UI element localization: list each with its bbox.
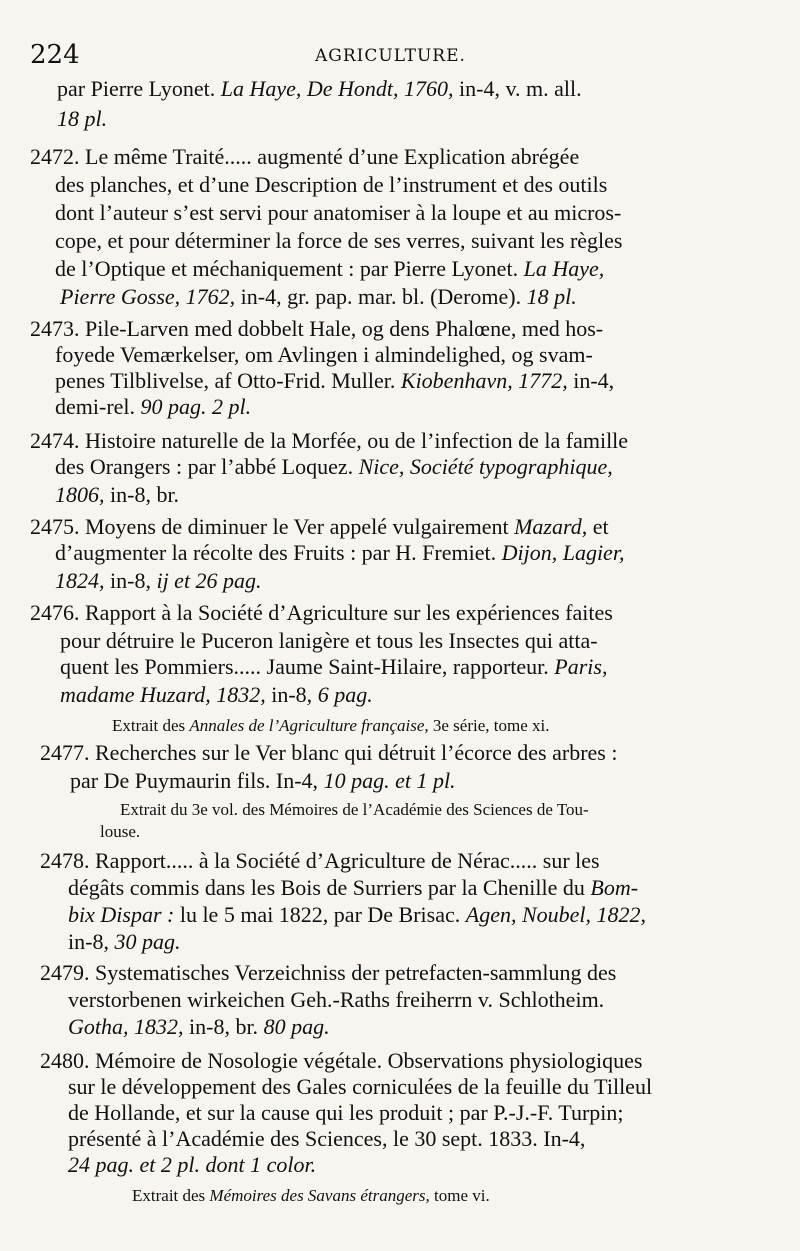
text-line: [55, 542, 624, 564]
text-segment: de Hollande, et sur la cause qui les produit ; par P.-J.-F. Turpin;: [68, 1100, 624, 1125]
text-line: [60, 684, 373, 706]
text-segment: cope, et pour déterminer la force de ses verres, suivant les règles: [55, 228, 623, 253]
text-line: [40, 742, 617, 764]
text-segment: in-4, gr. pap. mar. bl. (Derome).: [235, 284, 527, 309]
italic-segment: 18 pl.: [526, 284, 577, 309]
italic-segment: Gotha, 1832,: [68, 1014, 184, 1039]
italic-segment: 80 pag.: [263, 1014, 330, 1039]
text-segment: 2479. Systematisches Verzeichniss der petrefacten-sammlung des: [40, 960, 617, 985]
italic-segment: 6 pag.: [317, 682, 373, 707]
text-line: [30, 430, 628, 452]
text-line: [68, 904, 646, 926]
italic-segment: Nice, Société typographique,: [358, 454, 613, 479]
italic-segment: 90 pag. 2 pl.: [140, 394, 252, 419]
text-line: [100, 823, 140, 840]
text-segment: in-8,: [265, 682, 318, 707]
text-segment: tome vi.: [429, 1186, 490, 1205]
text-segment: lu le 5 mai 1822, par De Brisac.: [174, 902, 466, 927]
text-segment: in-8,: [68, 929, 115, 954]
text-segment: dont l’auteur s’est servi pour anatomiser à la loupe et au micros-: [55, 200, 622, 225]
italic-segment: Kiobenhavn, 1772,: [400, 368, 568, 393]
text-line: [68, 1076, 652, 1098]
text-segment: des Orangers : par l’abbé Loquez.: [55, 454, 359, 479]
italic-segment: 18 pl.: [57, 106, 108, 131]
text-line: [132, 1187, 490, 1204]
text-segment: 2478. Rapport..... à la Société d’Agriculture de Nérac..... sur les: [40, 848, 600, 873]
page-header: [30, 40, 770, 74]
italic-segment: ij et 26 pag.: [156, 568, 262, 593]
italic-segment: La Haye, De Hondt, 1760,: [220, 76, 454, 101]
text-segment: in-4,: [567, 368, 615, 393]
text-segment: 2475. Moyens de diminuer le Ver appelé vulgairement: [30, 514, 515, 539]
text-segment: foyede Vemærkelser, om Avlingen i almindelighed, og svam-: [55, 342, 593, 367]
text-segment: 3e série, tome xi.: [428, 716, 550, 735]
italic-segment: Mazard,: [514, 514, 588, 539]
text-segment: in-4, v. m. all.: [453, 76, 582, 101]
italic-segment: bix Dispar :: [68, 902, 175, 927]
text-segment: sur le développement des Gales corniculées de la feuille du Tilleul: [68, 1074, 653, 1099]
text-segment: présenté à l’Académie des Sciences, le 30 sept. 1833. In-4,: [68, 1126, 586, 1151]
text-segment: 2476. Rapport à la Société d’Agriculture sur les expériences faites: [30, 600, 613, 625]
text-segment: de l’Optique et méchaniquement : par Pierre Lyonet.: [55, 256, 524, 281]
text-segment: Extrait des: [112, 716, 190, 735]
text-line: [55, 370, 614, 392]
italic-segment: 1806,: [55, 482, 105, 507]
text-line: [120, 801, 589, 818]
text-line: [60, 656, 607, 678]
text-line: [57, 108, 107, 130]
text-line: [68, 1154, 316, 1176]
text-line: [55, 484, 179, 506]
text-line: [30, 516, 609, 538]
text-line: [30, 602, 613, 624]
text-line: [68, 989, 604, 1011]
text-line: [57, 78, 582, 100]
text-line: [68, 877, 638, 899]
text-line: [68, 1016, 330, 1038]
text-segment: par De Puymaurin fils. In-4,: [70, 768, 324, 793]
text-segment: 2472. Le même Traité..... augmenté d’une Explication abrégée: [30, 144, 580, 169]
italic-segment: Paris,: [554, 654, 608, 679]
text-line: [55, 174, 607, 196]
text-segment: Extrait des: [132, 1186, 210, 1205]
italic-segment: Pierre Gosse, 1762,: [60, 284, 236, 309]
page-number: 224: [30, 40, 80, 70]
text-segment: 2473. Pile-Larven med dobbelt Hale, og dens Phalœne, med hos-: [30, 316, 604, 341]
text-line: [68, 1102, 624, 1124]
text-segment: in-8,: [104, 568, 157, 593]
text-segment: verstorbenen wirkeichen Geh.-Raths freiherrn v. Schlotheim.: [68, 987, 605, 1012]
text-segment: penes Tilblivelse, af Otto-Frid. Muller.: [55, 368, 401, 393]
text-segment: et: [587, 514, 609, 539]
italic-segment: Bom-: [590, 875, 639, 900]
text-segment: 2480. Mémoire de Nosologie végétale. Observations physiologiques: [40, 1048, 643, 1073]
italic-segment: Annales de l’Agriculture française,: [189, 716, 429, 735]
text-line: [55, 202, 621, 224]
text-line: [55, 230, 623, 252]
italic-segment: 30 pag.: [114, 929, 181, 954]
text-line: [70, 770, 456, 792]
text-segment: quent les Pommiers..... Jaume Saint-Hilaire, rapporteur.: [60, 654, 555, 679]
text-segment: par Pierre Lyonet.: [57, 76, 221, 101]
italic-segment: Agen, Noubel, 1822,: [465, 902, 647, 927]
text-line: [40, 1050, 642, 1072]
text-line: [30, 318, 603, 340]
text-line: [55, 570, 262, 592]
text-segment: in-8, br.: [183, 1014, 264, 1039]
italic-segment: Mémoires des Savans étrangers,: [209, 1186, 430, 1205]
text-segment: pour détruire le Puceron lanigère et tous les Insectes qui atta-: [60, 628, 598, 653]
text-line: [40, 850, 600, 872]
italic-segment: 10 pag. et 1 pl.: [323, 768, 456, 793]
italic-segment: madame Huzard, 1832,: [60, 682, 266, 707]
text-segment: 2474. Histoire naturelle de la Morfée, ou de l’infection de la famille: [30, 428, 629, 453]
italic-segment: La Haye,: [523, 256, 605, 281]
text-line: [55, 456, 613, 478]
text-segment: 2477. Recherches sur le Ver blanc qui détruit l’écorce des arbres :: [40, 740, 618, 765]
italic-segment: 24 pag. et 2 pl. dont 1 color.: [68, 1152, 317, 1177]
text-line: [40, 962, 616, 984]
text-line: [60, 286, 577, 308]
text-line: [60, 630, 598, 652]
italic-segment: 1824,: [55, 568, 105, 593]
text-segment: Extrait du 3e vol. des Mémoires de l’Académie des Sciences de Tou-: [120, 800, 589, 819]
text-segment: d’augmenter la récolte des Fruits : par H. Fremiet.: [55, 540, 502, 565]
text-line: [112, 717, 550, 734]
text-segment: in-8, br.: [104, 482, 180, 507]
text-line: [55, 258, 604, 280]
text-line: [30, 146, 579, 168]
text-segment: demi-rel.: [55, 394, 141, 419]
text-line: [55, 344, 593, 366]
text-segment: dégâts commis dans les Bois de Surriers par la Chenille du: [68, 875, 591, 900]
text-line: [68, 1128, 585, 1150]
text-line: [55, 396, 251, 418]
text-segment: louse.: [100, 822, 141, 841]
running-head: AGRICULTURE.: [315, 46, 466, 66]
text-segment: des planches, et d’une Description de l’instrument et des outils: [55, 172, 608, 197]
text-line: [68, 931, 180, 953]
italic-segment: Dijon, Lagier,: [501, 540, 625, 565]
